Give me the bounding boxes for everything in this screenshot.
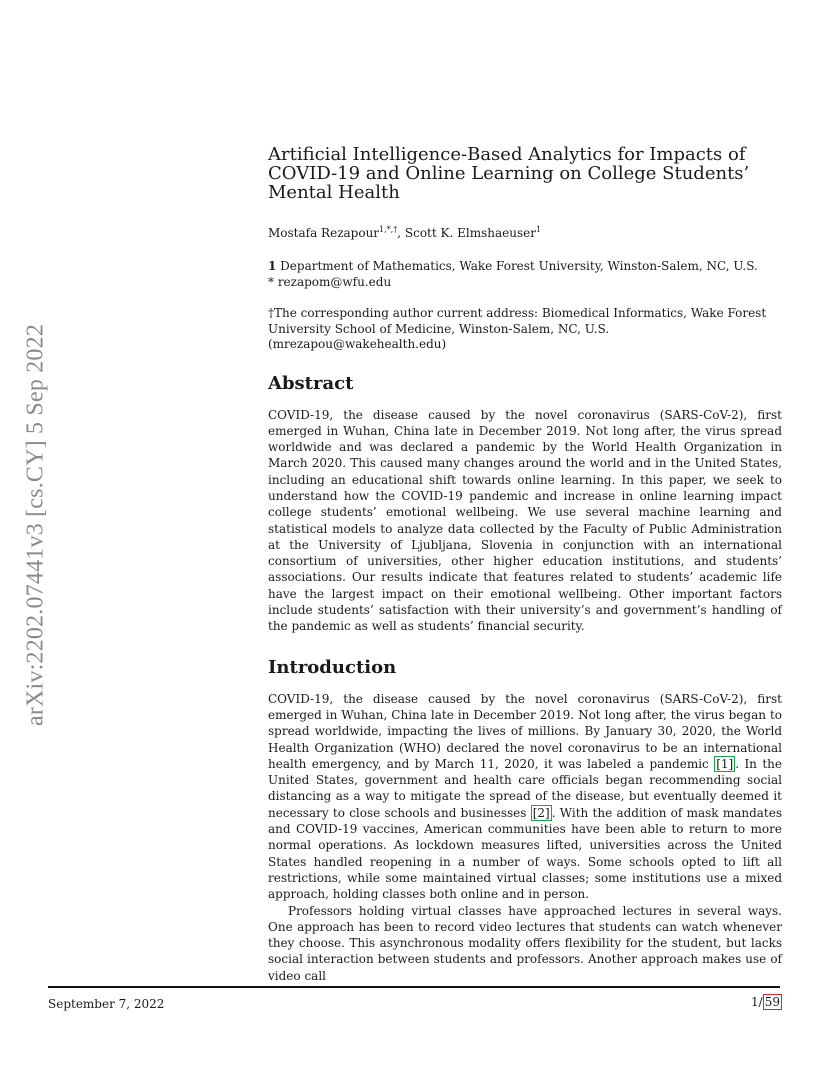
corresponding-author-note: †The corresponding author current address: Biomedical Informatics, Wake Forest University School of Medicine, Winston-Salem, NC, U.S. (mrezapou@wakehealth.edu) xyxy=(268,306,767,351)
author-1-marks: 1,*,† xyxy=(379,225,398,234)
footer-divider xyxy=(48,986,780,988)
page-total-link[interactable]: 59 xyxy=(764,995,780,1009)
contact-email: * rezapom@wfu.edu xyxy=(268,274,392,289)
affiliation-number: 1 xyxy=(268,259,277,273)
arxiv-identifier: arXiv:2202.07441v3 [cs.CY] 5 Sep 2022 xyxy=(22,323,49,727)
intro-p1-part-c: . With the addition of mask mandates and COVID-19 vaccines, American communities have been able to return to more normal operations. As lockdown measures lifted, universities across the United States handled reopening in a number of ways. Some schools opted to lift all restrictions, while some maintained virtual classes; some institutions use a mixed approach, holding classes both online and in person. xyxy=(268,805,782,902)
citation-link-2[interactable]: [2] xyxy=(532,805,550,820)
footer-date: September 7, 2022 xyxy=(48,997,165,1011)
paper-title: Artificial Intelligence-Based Analytics for Impacts of COVID-19 and Online Learning on College Students’ Mental Health xyxy=(268,144,750,203)
affiliation xyxy=(268,259,782,290)
author-separator: , xyxy=(397,226,405,240)
arxiv-sidebar xyxy=(20,290,52,760)
author-2: Scott K. Elmshaeuser xyxy=(404,226,536,240)
abstract-text: COVID-19, the disease caused by the novel coronavirus (SARS-CoV-2), first emerged in Wuhan, China late in December 2019. Not long after, the virus spread worldwide and was declared a pandemic by the World Health Organization in March 2020. This caused many changes around the world and in the United States, including an educational shift towards online learning. In this paper, we seek to understand how the COVID-19 pandemic and increase in online learning impact college students’ emotional wellbeing. We use several machine learning and statistical models to analyze data collected by the Faculty of Public Administration at the University of Ljubljana, Slovenia in conjunction with an international consortium of universities, other higher education institutions, and students’ associations. Our results indicate that features related to students’ academic life have the largest impact on their emotional wellbeing. Other important factors include students’ satisfaction with their university’s and government’s handling of the pandemic as well as students’ financial security. xyxy=(268,407,782,634)
author-list xyxy=(268,226,782,241)
page-separator: / xyxy=(758,995,763,1009)
introduction-paragraph-2: Professors holding virtual classes have approached lectures in several ways. One approach has been to record video lectures that students can watch whenever they choose. This asynchronous modality offers flexibility for the student, but lacks social interaction between students and professors. Another approach makes use of video call xyxy=(268,903,782,983)
abstract-heading: Abstract xyxy=(268,372,354,394)
page-current: 1 xyxy=(751,995,759,1009)
introduction-heading: Introduction xyxy=(268,656,397,678)
introduction-paragraph-1 xyxy=(268,691,782,903)
affiliation-text: Department of Mathematics, Wake Forest University, Winston-Salem, NC, U.S. xyxy=(276,259,758,273)
author-1: Mostafa Rezapour xyxy=(268,226,380,240)
intro-p1-part-b: . In the United States, government and health care officials began recommending social distancing as a way to mitigate the spread of the disease, but eventually deemed it necessary to close schools and businesses xyxy=(268,756,782,820)
page-number xyxy=(751,995,782,1009)
citation-link-1[interactable]: [1] xyxy=(716,756,734,771)
paper-body xyxy=(268,145,782,984)
intro-p1-part-a: COVID-19, the disease caused by the novel coronavirus (SARS-CoV-2), first emerged in Wuhan, China late in December 2019. Not long after, the virus began to spread worldwide, impacting the lives of millions. By January 30, 2020, the World Health Organization (WHO) declared the novel coronavirus to be an international health emergency, and by March 11, 2020, it was labeled a pandemic xyxy=(268,691,782,771)
author-2-marks: 1 xyxy=(535,225,542,234)
